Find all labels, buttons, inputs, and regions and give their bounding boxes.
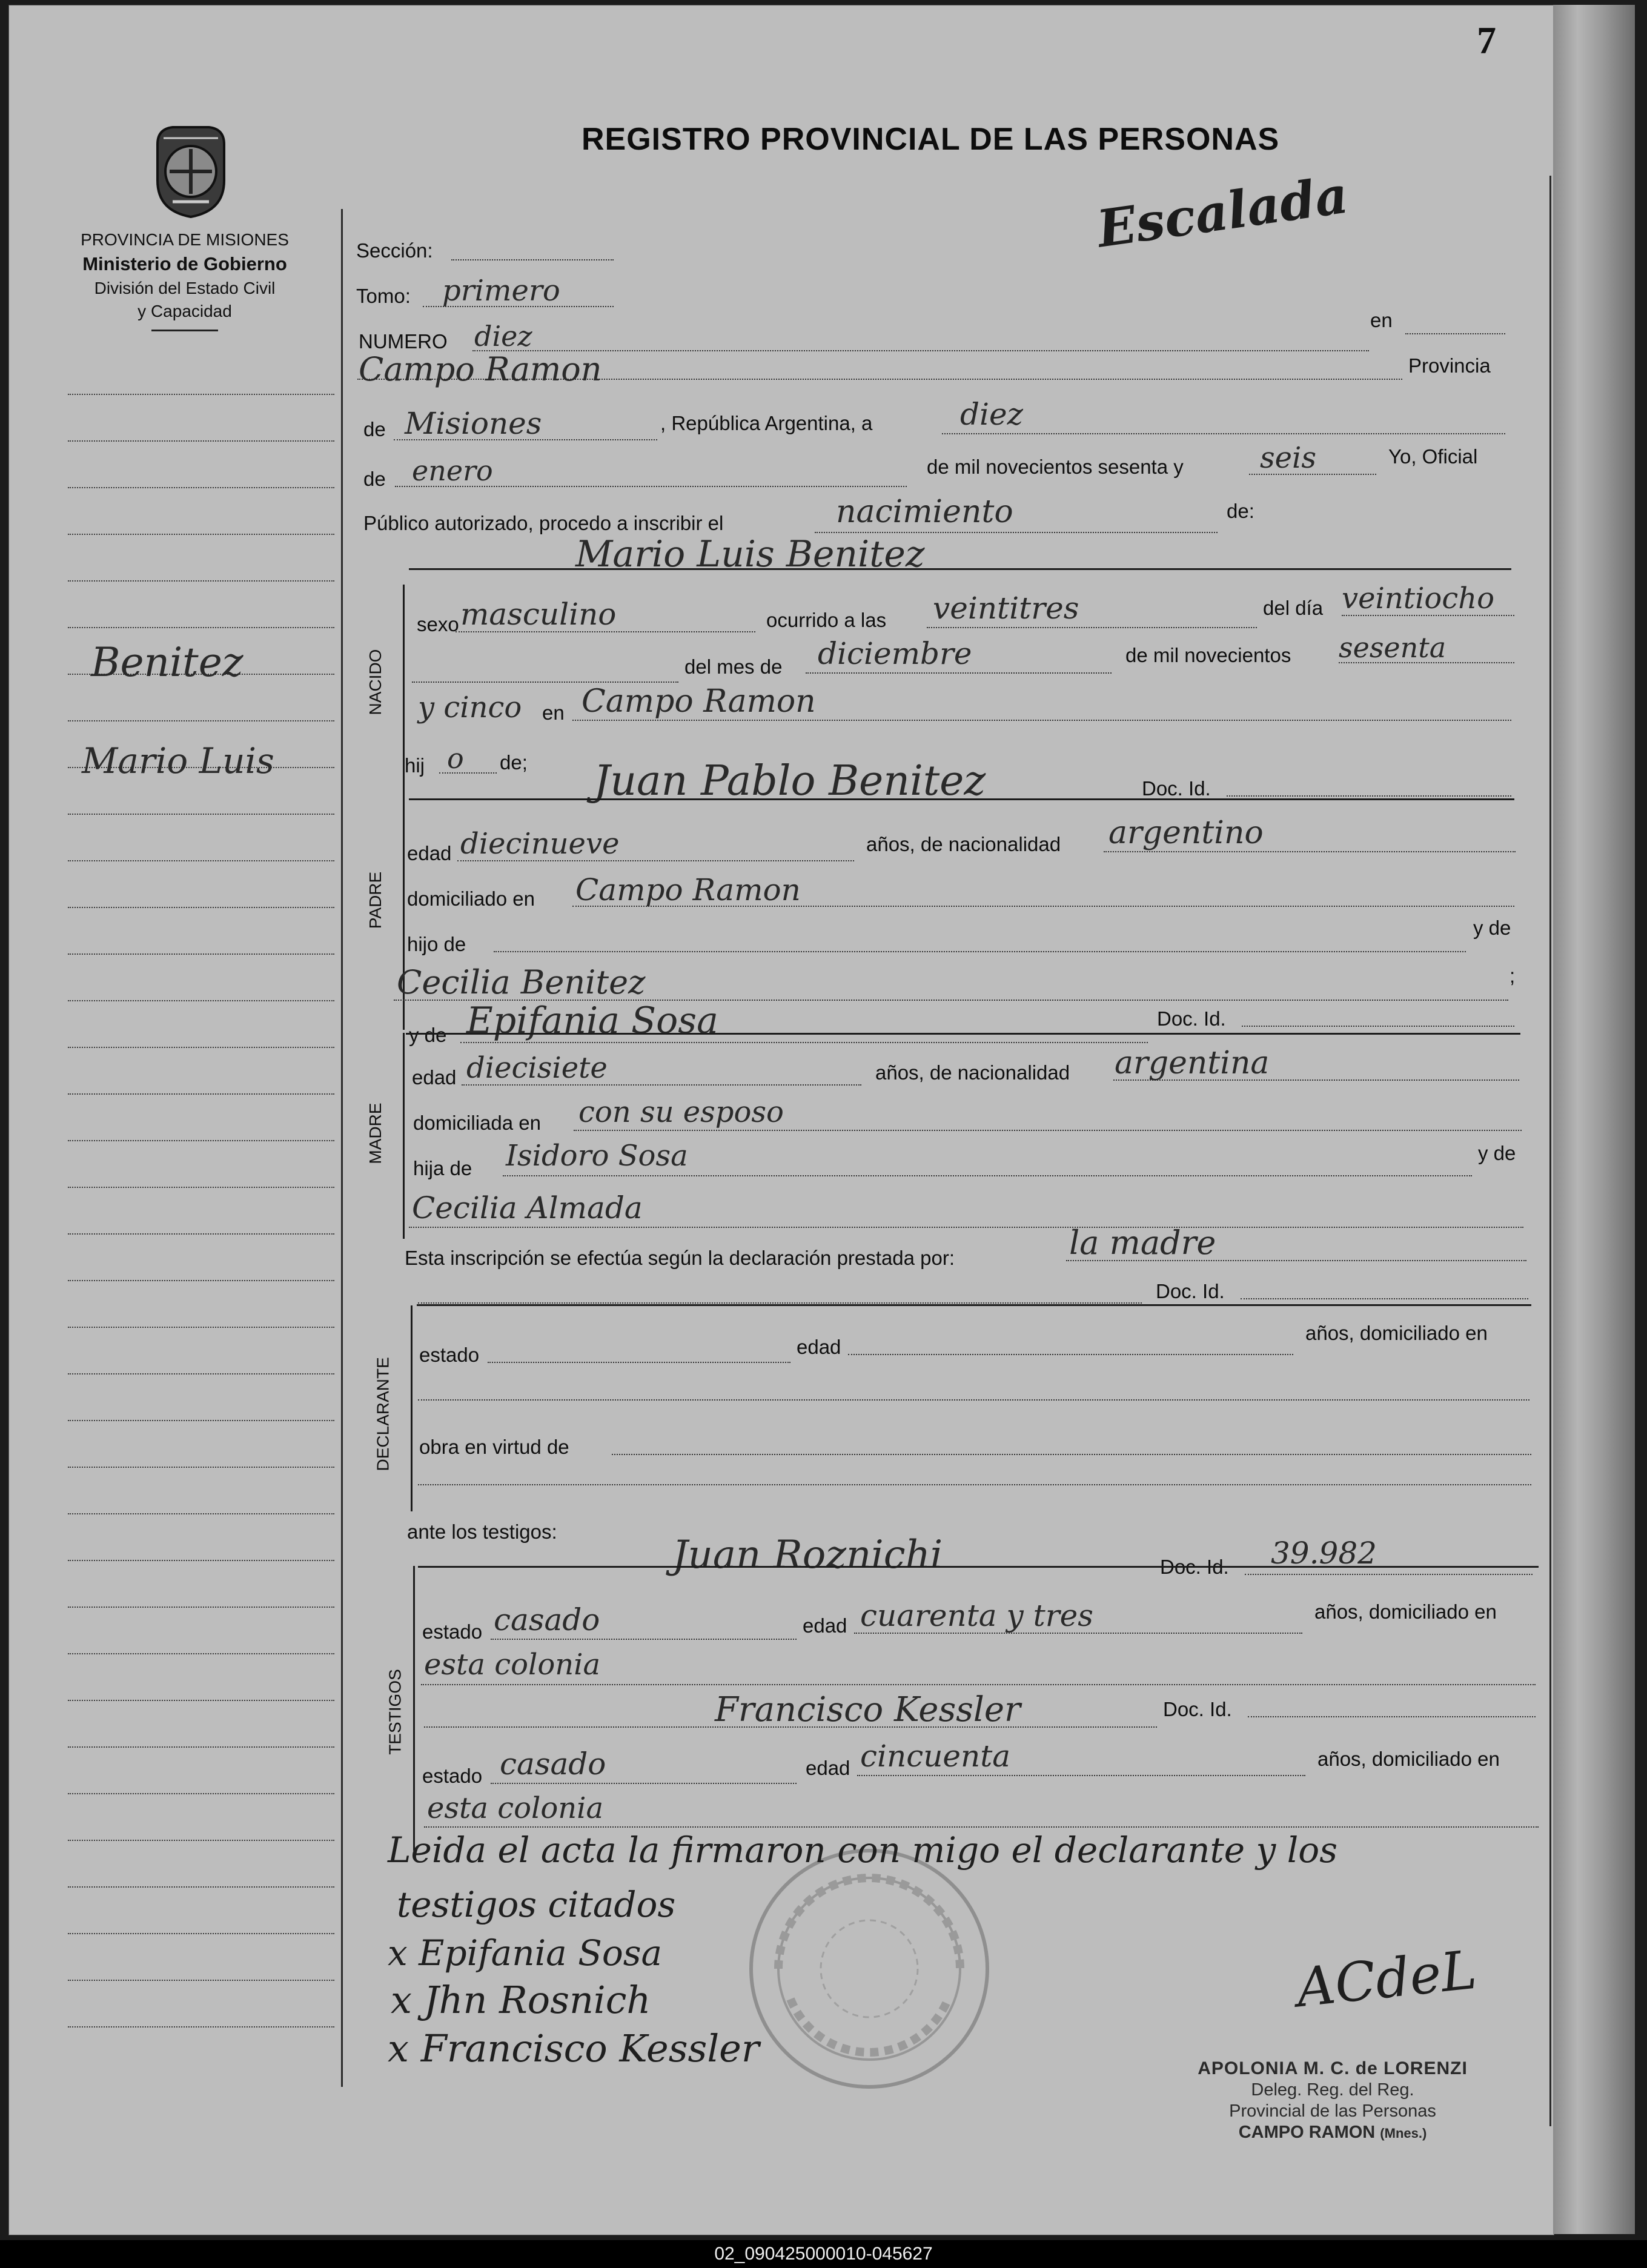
- label-de-colon: de:: [1227, 500, 1254, 522]
- label-obra: obra en virtud de: [419, 1436, 569, 1458]
- letterhead: [36, 230, 333, 331]
- declarante-vrule: [411, 1305, 413, 1511]
- lugar-nac-value: Campo Ramon: [582, 683, 816, 720]
- margin-ruled-line: [68, 1653, 334, 1654]
- margin-ruled-line: [68, 580, 334, 582]
- closing-line-2: testigos citados: [397, 1884, 676, 1925]
- margin-ruled-line: [68, 1746, 334, 1748]
- letterhead-rule: [151, 330, 218, 331]
- tomo-value: primero: [442, 274, 560, 308]
- official-location-abbrev: (Mnes.): [1380, 2126, 1427, 2141]
- margin-ruled-line: [68, 1840, 334, 1841]
- label-edad-testigo1: edad: [803, 1614, 847, 1637]
- padre-madre-value: Cecilia Benitez: [397, 963, 646, 1001]
- label-doc-id-madre: Doc. Id.: [1157, 1007, 1226, 1030]
- padre-name-value: Juan Pablo Benitez: [594, 757, 986, 805]
- numero-value: diez: [474, 320, 532, 353]
- letterhead-division: División del Estado Civil: [94, 279, 276, 297]
- margin-ruled-line: [68, 1280, 334, 1281]
- signature-witness-1: x Jhn Rosnich: [391, 1978, 651, 2022]
- label-provincia: Provincia: [1408, 354, 1491, 377]
- book-binding: [1553, 5, 1635, 2234]
- right-vertical-rule: [1549, 176, 1551, 2126]
- declarante-doc-line: [1241, 1298, 1528, 1299]
- footer-document-id: 02_090425000010-045627: [714, 2244, 933, 2264]
- margin-ruled-line: [68, 1327, 334, 1328]
- margin-ruled-line: [68, 1233, 334, 1235]
- label-anos-dom-testigo2: años, domiciliado en: [1317, 1748, 1500, 1770]
- label-ocurrido: ocurrido a las: [766, 609, 887, 631]
- testigo1-doc-line: [1245, 1574, 1533, 1575]
- dia-nac-value: veintiocho: [1342, 582, 1495, 615]
- testigos-vrule: [413, 1566, 415, 1851]
- label-del-mes: del mes de: [684, 655, 783, 678]
- label-publico: Público autorizado, procedo a inscribir el: [363, 512, 724, 534]
- margin-ruled-line: [68, 1700, 334, 1701]
- padre-nac-value: argentino: [1108, 815, 1264, 851]
- signature-witness-1-text: Jhn Rosnich: [423, 1978, 651, 2022]
- top-signature: Escalada: [1093, 164, 1352, 259]
- label-en: en: [1370, 309, 1393, 331]
- label-y-de-madre: y de: [409, 1024, 447, 1046]
- testigo2-name-line: [424, 1726, 1157, 1728]
- label-seccion: Sección:: [356, 239, 433, 262]
- madre-name-value: Epifania Sosa: [466, 1000, 718, 1042]
- madre-doc-line: [1242, 1026, 1514, 1027]
- margin-ruled-line: [68, 860, 334, 861]
- label-semicolon: ;: [1509, 964, 1516, 987]
- seccion-line: [451, 259, 614, 260]
- declarante-edad-line: [848, 1354, 1293, 1355]
- margin-ruled-line: [68, 1606, 334, 1608]
- label-doc-id-declarante: Doc. Id.: [1156, 1280, 1225, 1302]
- label-sexo: sexo: [417, 613, 459, 635]
- section-nacido: NACIDO: [366, 649, 385, 715]
- madre-edad-value: diecisiete: [466, 1051, 608, 1085]
- testigo1-estado-value: casado: [494, 1602, 600, 1637]
- official-location-text: CAMPO RAMON: [1238, 2123, 1376, 2142]
- margin-ruled-line: [68, 1047, 334, 1048]
- mes-nac-value: diciembre: [818, 636, 972, 671]
- mes-value: enero: [412, 454, 493, 487]
- label-en-nac: en: [542, 701, 565, 724]
- label-estado-testigo2: estado: [422, 1765, 483, 1787]
- page-title: REGISTRO PROVINCIAL DE LAS PERSONAS: [582, 122, 1280, 157]
- madre-dom-value: con su esposo: [578, 1095, 784, 1129]
- office-seal-stamp: [742, 1842, 996, 2096]
- label-tomo: Tomo:: [356, 285, 411, 307]
- section-padre: PADRE: [366, 871, 385, 929]
- label-hija-de: hija de: [413, 1157, 472, 1179]
- declaracion-line: [1066, 1260, 1526, 1261]
- sexo-value: masculino: [460, 597, 617, 632]
- lugar-nac-line: [572, 720, 1511, 721]
- official-stamp-text: [1151, 2058, 1514, 2143]
- margin-ruled-line: [68, 1467, 334, 1468]
- madre-padre-value: Isidoro Sosa: [506, 1139, 688, 1173]
- declarante-dom-line: [418, 1399, 1529, 1401]
- testigo2-edad-value: cincuenta: [860, 1739, 1011, 1774]
- declarante-obra-line: [612, 1454, 1531, 1455]
- label-anos-nac-padre: años, de nacionalidad: [866, 833, 1061, 855]
- label-republica: , República Argentina, a: [660, 412, 873, 434]
- testigo2-estado-line: [491, 1783, 797, 1784]
- letterhead-ministry: Ministerio de Gobierno: [82, 253, 287, 274]
- declarante-top-rule: [417, 1304, 1531, 1306]
- label-anos-nac-madre: años, de nacionalidad: [875, 1061, 1070, 1084]
- testigo1-edad-value: cuarenta y tres: [860, 1598, 1093, 1633]
- madre-dom-line: [574, 1130, 1522, 1131]
- official-role-1: Deleg. Reg. del Reg.: [1251, 2080, 1414, 2100]
- declarante-obra-line-2: [418, 1484, 1531, 1485]
- label-hijo-de: hijo de: [407, 933, 466, 955]
- label-anos-dom-testigo1: años, domiciliado en: [1314, 1600, 1497, 1623]
- signature-mother: x Epifania Sosa: [388, 1932, 663, 1974]
- en-line: [1405, 333, 1505, 334]
- margin-ruled-line: [68, 720, 334, 721]
- madre-padre-line: [503, 1175, 1472, 1176]
- anio-nac-value-1: sesenta: [1339, 631, 1447, 664]
- margin-surname: Benitez: [91, 639, 244, 686]
- margin-ruled-line: [68, 1933, 334, 1934]
- label-de-semicolon: de;: [500, 751, 528, 774]
- margin-ruled-line: [68, 1187, 334, 1188]
- margin-ruled-line: [68, 907, 334, 908]
- signature-mother-text: Epifania Sosa: [419, 1932, 663, 1974]
- margin-ruled-line: [68, 1513, 334, 1514]
- madre-vrule: [403, 1033, 405, 1239]
- declarante-value: la madre: [1069, 1224, 1216, 1262]
- nacido-blank-line: [412, 681, 678, 683]
- section-testigos: TESTIGOS: [385, 1669, 405, 1755]
- label-de-1: de: [363, 418, 386, 440]
- madre-name-line: [460, 1042, 1148, 1043]
- mes-nac-line: [806, 672, 1112, 674]
- dia-value: diez: [960, 397, 1023, 432]
- margin-ruled-line: [68, 1093, 334, 1095]
- label-anos-dom-declarante: años, domiciliado en: [1305, 1322, 1488, 1344]
- testigo2-dom-value: esta colonia: [427, 1791, 604, 1825]
- label-edad-testigo2: edad: [806, 1757, 850, 1779]
- label-y-de-madre-2: y de: [1478, 1142, 1516, 1164]
- margin-ruled-line: [68, 440, 334, 442]
- dia-line: [942, 433, 1505, 434]
- label-edad-padre: edad: [407, 842, 452, 864]
- label-estado-declarante: estado: [419, 1344, 480, 1366]
- padre-top-rule: [409, 798, 1514, 800]
- padre-doc-line: [1227, 795, 1511, 797]
- testigo1-dom-line: [421, 1684, 1536, 1685]
- label-y-de-padre: y de: [1473, 917, 1511, 939]
- margin-ruled-line: [68, 953, 334, 955]
- padre-edad-value: diecinueve: [460, 827, 620, 861]
- provincial-crest-icon: [139, 120, 242, 223]
- anio-nac-value-2: y cinco: [418, 691, 522, 724]
- label-domiciliado-padre: domiciliado en: [407, 887, 535, 910]
- letterhead-province: PROVINCIA DE MISIONES: [81, 230, 289, 249]
- testigo2-doc-line: [1248, 1716, 1536, 1717]
- hora-value: veintitres: [933, 591, 1079, 626]
- margin-ruled-line: [68, 1140, 334, 1141]
- signature-witness-2: x Francisco Kessler: [388, 2026, 760, 2071]
- margin-ruled-line: [68, 1000, 334, 1001]
- madre-madre-value: Cecilia Almada: [412, 1190, 643, 1225]
- margin-ruled-line: [68, 1560, 334, 1561]
- official-location: [1151, 2123, 1514, 2143]
- signature-witness-2-text: Francisco Kessler: [420, 2026, 760, 2071]
- margin-ruled-line: [68, 1420, 334, 1421]
- label-doc-id-padre: Doc. Id.: [1142, 777, 1211, 800]
- official-role-2: Provincial de las Personas: [1229, 2101, 1436, 2121]
- padre-padre-line: [494, 951, 1466, 952]
- margin-ruled-line: [68, 814, 334, 815]
- label-domiciliada-madre: domiciliada en: [413, 1112, 541, 1134]
- label-estado-testigo1: estado: [422, 1620, 483, 1643]
- letterhead-capacity: y Capacidad: [138, 302, 232, 320]
- testigo2-edad-line: [857, 1775, 1305, 1776]
- label-hij: hij: [405, 754, 425, 777]
- testigos-top-rule: [418, 1566, 1539, 1568]
- acto-value: nacimiento: [836, 494, 1013, 530]
- label-ante-testigos: ante los testigos:: [407, 1520, 557, 1543]
- official-signature: ACdeL: [1293, 1938, 1480, 2020]
- testigo2-estado-value: casado: [500, 1746, 606, 1782]
- testigo1-dom-value: esta colonia: [424, 1648, 601, 1682]
- declarante-estado-line: [488, 1362, 790, 1363]
- provincia-value: Misiones: [405, 406, 542, 441]
- margin-ruled-line: [68, 487, 334, 488]
- testigo1-doc-value: 39.982: [1271, 1536, 1377, 1571]
- section-madre: MADRE: [366, 1102, 385, 1164]
- official-name: APOLONIA M. C. de LORENZI: [1198, 2058, 1468, 2078]
- anio-value: seis: [1260, 441, 1317, 475]
- testigo1-estado-line: [491, 1639, 797, 1640]
- madre-nac-value: argentina: [1115, 1045, 1270, 1081]
- label-declaracion: Esta inscripción se efectúa según la declaración prestada por:: [405, 1247, 955, 1269]
- madre-top-rule: [406, 1033, 1520, 1035]
- hij-suffix-value: o: [447, 742, 464, 775]
- main-vertical-rule: [341, 209, 343, 2087]
- label-del-dia: del día: [1263, 597, 1324, 619]
- closing-line-1: Leida el acta la firmaron con migo el declarante y los: [388, 1829, 1337, 1871]
- child-name-value: Mario Luis Benitez: [575, 533, 925, 575]
- numero-line: [472, 350, 1369, 351]
- declarante-name-line: [418, 1302, 1142, 1304]
- label-edad-madre: edad: [412, 1066, 457, 1089]
- label-numero: NUMERO: [359, 330, 448, 353]
- nacido-top-rule: [409, 568, 1511, 570]
- section-declarante: DECLARANTE: [373, 1357, 393, 1471]
- page-number: 7: [1477, 19, 1496, 62]
- margin-ruled-line: [68, 1980, 334, 1981]
- padre-dom-value: Campo Ramon: [575, 872, 801, 907]
- label-de-2: de: [363, 468, 386, 490]
- margin-ruled-line: [68, 2026, 334, 2028]
- label-doc-id-testigo2: Doc. Id.: [1163, 1698, 1232, 1720]
- margin-ruled-line: [68, 627, 334, 628]
- padre-nac-line: [1104, 851, 1516, 852]
- margin-ruled-line: [68, 1886, 334, 1888]
- label-yo-oficial: Yo, Oficial: [1388, 445, 1478, 468]
- testigo2-dom-line: [424, 1826, 1539, 1828]
- testigo2-name-value: Francisco Kessler: [715, 1690, 1021, 1729]
- margin-given-names: Mario Luis: [82, 740, 274, 781]
- margin-ruled-line: [68, 1793, 334, 1794]
- margin-ruled-line: [68, 394, 334, 395]
- madre-madre-line: [409, 1227, 1523, 1228]
- label-mil-nov: de mil novecientos: [1125, 644, 1291, 666]
- label-mil-novecientos: de mil novecientos sesenta y: [927, 456, 1184, 478]
- label-edad-declarante: edad: [797, 1336, 841, 1358]
- testigo1-name-value: Juan Roznichi: [672, 1533, 943, 1577]
- lugar-value: Campo Ramon: [359, 350, 602, 388]
- label-doc-id-testigo1: Doc. Id.: [1160, 1556, 1229, 1578]
- margin-ruled-line: [68, 534, 334, 535]
- margin-ruled-line: [68, 1373, 334, 1374]
- hora-line: [927, 627, 1257, 628]
